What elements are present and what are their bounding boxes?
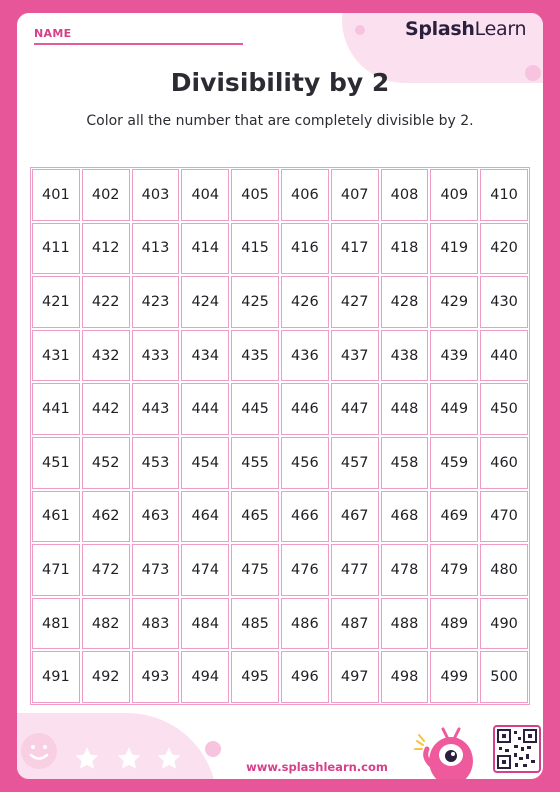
qr-code-icon [493, 725, 541, 773]
number-cell[interactable]: 420 [480, 223, 528, 275]
footer-url[interactable]: www.splashlearn.com [246, 760, 388, 774]
number-cell[interactable]: 414 [181, 223, 229, 275]
number-cell[interactable]: 453 [132, 437, 180, 489]
number-cell[interactable]: 406 [281, 169, 329, 221]
worksheet-page [17, 13, 543, 779]
number-grid [30, 167, 530, 705]
number-cell[interactable]: 436 [281, 330, 329, 382]
number-cell[interactable]: 460 [480, 437, 528, 489]
number-cell[interactable]: 478 [381, 544, 429, 596]
number-cell[interactable]: 482 [82, 598, 130, 650]
worksheet-instruction: Color all the number that are completely divisible by 2. [86, 113, 474, 129]
number-cell[interactable]: 494 [181, 651, 229, 703]
number-cell[interactable]: 438 [381, 330, 429, 382]
number-cell[interactable]: 427 [331, 276, 379, 328]
number-cell[interactable]: 451 [32, 437, 80, 489]
number-cell[interactable]: 486 [281, 598, 329, 650]
number-cell[interactable]: 437 [331, 330, 379, 382]
number-cell[interactable]: 468 [381, 491, 429, 543]
number-cell[interactable]: 461 [32, 491, 80, 543]
number-cell[interactable]: 492 [82, 651, 130, 703]
number-cell[interactable]: 445 [231, 383, 279, 435]
star-icon [73, 745, 101, 773]
number-cell[interactable]: 411 [32, 223, 80, 275]
number-cell[interactable]: 404 [181, 169, 229, 221]
number-cell[interactable]: 431 [32, 330, 80, 382]
number-cell[interactable]: 471 [32, 544, 80, 596]
star-icon [115, 745, 143, 773]
number-cell[interactable]: 405 [231, 169, 279, 221]
number-cell[interactable]: 435 [231, 330, 279, 382]
number-cell[interactable]: 476 [281, 544, 329, 596]
number-cell[interactable]: 488 [381, 598, 429, 650]
number-cell[interactable]: 474 [181, 544, 229, 596]
number-cell[interactable]: 448 [381, 383, 429, 435]
number-cell[interactable]: 493 [132, 651, 180, 703]
number-cell[interactable]: 407 [331, 169, 379, 221]
number-cell[interactable]: 433 [132, 330, 180, 382]
number-cell[interactable]: 410 [480, 169, 528, 221]
number-cell[interactable]: 419 [430, 223, 478, 275]
number-cell[interactable]: 409 [430, 169, 478, 221]
number-cell[interactable]: 444 [181, 383, 229, 435]
number-cell[interactable]: 496 [281, 651, 329, 703]
number-cell[interactable]: 464 [181, 491, 229, 543]
number-cell[interactable]: 491 [32, 651, 80, 703]
number-cell[interactable]: 422 [82, 276, 130, 328]
number-cell[interactable]: 449 [430, 383, 478, 435]
number-cell[interactable]: 401 [32, 169, 80, 221]
number-cell[interactable]: 465 [231, 491, 279, 543]
number-cell[interactable]: 446 [281, 383, 329, 435]
number-cell[interactable]: 416 [281, 223, 329, 275]
number-cell[interactable]: 499 [430, 651, 478, 703]
number-cell[interactable]: 495 [231, 651, 279, 703]
number-cell[interactable]: 484 [181, 598, 229, 650]
number-cell[interactable]: 500 [480, 651, 528, 703]
number-cell[interactable]: 439 [430, 330, 478, 382]
number-cell[interactable]: 459 [430, 437, 478, 489]
number-cell[interactable]: 485 [231, 598, 279, 650]
number-cell[interactable]: 463 [132, 491, 180, 543]
number-cell[interactable]: 423 [132, 276, 180, 328]
number-cell[interactable]: 473 [132, 544, 180, 596]
number-cell[interactable]: 418 [381, 223, 429, 275]
number-cell[interactable]: 458 [381, 437, 429, 489]
number-cell[interactable]: 443 [132, 383, 180, 435]
number-cell[interactable]: 408 [381, 169, 429, 221]
number-cell[interactable]: 440 [480, 330, 528, 382]
name-label: NAME [34, 27, 72, 40]
number-cell[interactable]: 455 [231, 437, 279, 489]
mascot-monster-icon [409, 721, 487, 779]
number-cell[interactable]: 424 [181, 276, 229, 328]
number-cell[interactable]: 403 [132, 169, 180, 221]
smiley-icon [19, 731, 59, 771]
worksheet-title: Divisibility by 2 [170, 68, 390, 97]
number-cell[interactable]: 450 [480, 383, 528, 435]
decorative-dot [355, 25, 365, 35]
number-cell[interactable]: 497 [331, 651, 379, 703]
number-cell[interactable]: 483 [132, 598, 180, 650]
number-cell[interactable]: 417 [331, 223, 379, 275]
number-cell[interactable]: 441 [32, 383, 80, 435]
number-cell[interactable]: 469 [430, 491, 478, 543]
number-cell[interactable]: 434 [181, 330, 229, 382]
number-cell[interactable]: 402 [82, 169, 130, 221]
name-input-line[interactable] [34, 43, 243, 45]
number-cell[interactable]: 480 [480, 544, 528, 596]
splashlearn-logo [405, 18, 526, 40]
number-cell[interactable]: 489 [430, 598, 478, 650]
number-cell[interactable]: 442 [82, 383, 130, 435]
number-cell[interactable]: 472 [82, 544, 130, 596]
number-cell[interactable]: 456 [281, 437, 329, 489]
number-cell[interactable]: 481 [32, 598, 80, 650]
number-cell[interactable]: 487 [331, 598, 379, 650]
number-cell[interactable]: 454 [181, 437, 229, 489]
brand-light: Learn [474, 18, 527, 40]
number-cell[interactable]: 421 [32, 276, 80, 328]
number-cell[interactable]: 415 [231, 223, 279, 275]
number-cell[interactable]: 462 [82, 491, 130, 543]
number-cell[interactable]: 470 [480, 491, 528, 543]
number-cell[interactable]: 467 [331, 491, 379, 543]
number-cell[interactable]: 498 [381, 651, 429, 703]
number-cell[interactable]: 477 [331, 544, 379, 596]
brand-bold: Splash [405, 18, 475, 40]
number-cell[interactable]: 475 [231, 544, 279, 596]
number-cell[interactable]: 425 [231, 276, 279, 328]
number-cell[interactable]: 447 [331, 383, 379, 435]
decorative-dot [205, 741, 221, 757]
number-cell[interactable]: 429 [430, 276, 478, 328]
star-icon [155, 745, 183, 773]
number-cell[interactable]: 426 [281, 276, 329, 328]
number-cell[interactable]: 430 [480, 276, 528, 328]
number-cell[interactable]: 466 [281, 491, 329, 543]
number-cell[interactable]: 479 [430, 544, 478, 596]
number-cell[interactable]: 432 [82, 330, 130, 382]
number-cell[interactable]: 490 [480, 598, 528, 650]
number-cell[interactable]: 457 [331, 437, 379, 489]
number-cell[interactable]: 452 [82, 437, 130, 489]
number-cell[interactable]: 413 [132, 223, 180, 275]
number-cell[interactable]: 412 [82, 223, 130, 275]
number-cell[interactable]: 428 [381, 276, 429, 328]
